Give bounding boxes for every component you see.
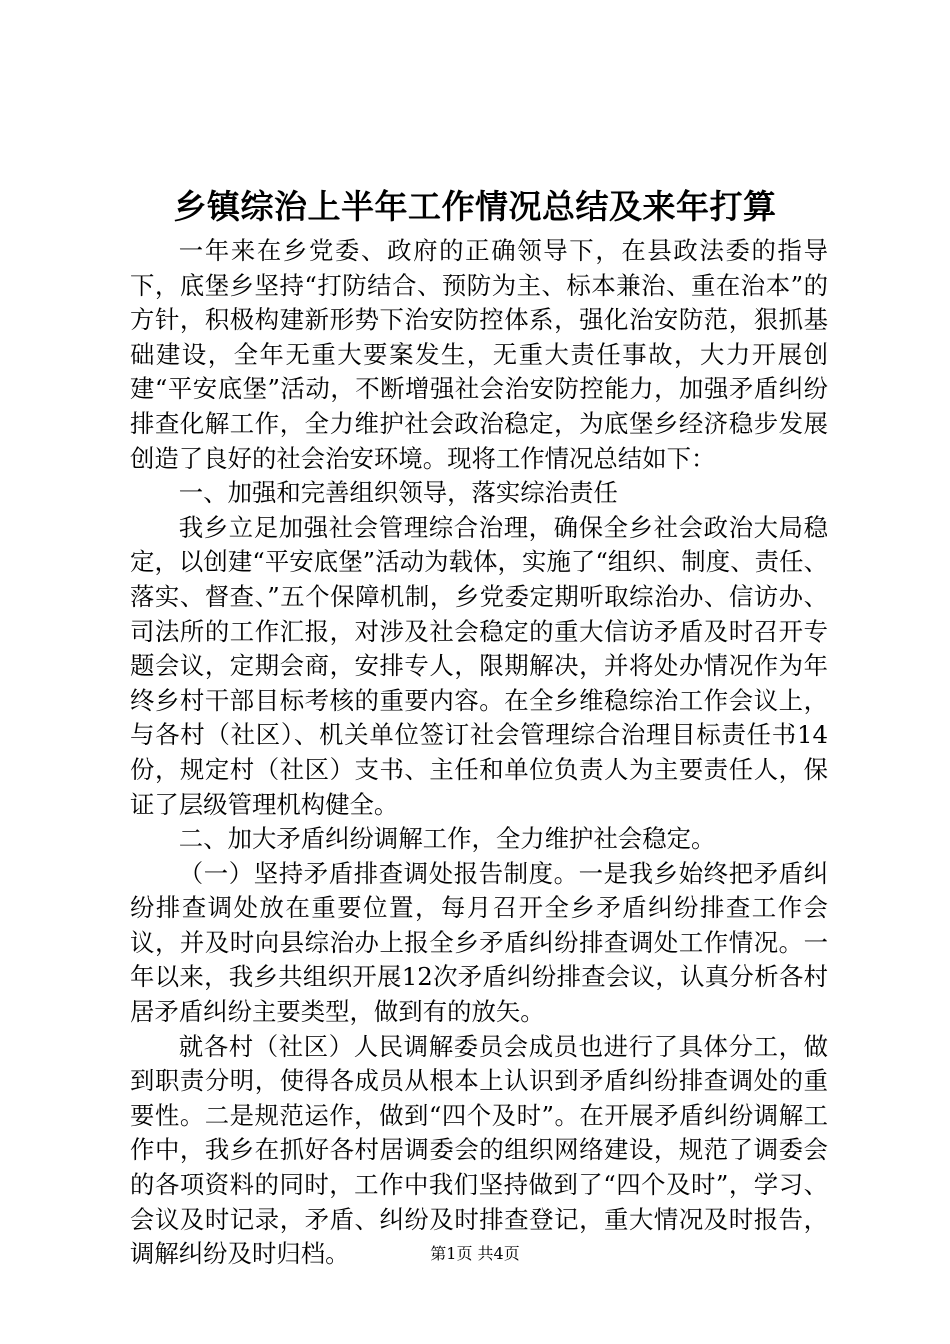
section-1-paragraph: 我乡立足加强社会管理综合治理，确保全乡社会政治大局稳定，以创建“平安底堡”活动为载体，实施了“组织、制度、责任、落实、督查、”五个保障机制，乡党委定期听取综治办、信访办、司法所的工作汇报，对涉及社会稳定的重大信访矛盾及时召开专题会议，定期会商，安排专人，限期解决，并将处办情况作为年终乡村干部目标考核的重要内容。在全乡维稳综治工作会议上，与各村（社区）、机关单位签订社会管理综合治理目标责任书14份，规定村（社区）支书、主任和单位负责人为主要责任人，保证了层级管理机构健全。 <box>130 512 828 819</box>
document-body <box>130 234 828 1272</box>
subsection-1-continued-paragraph: 就各村（社区）人民调解委员会成员也进行了具体分工，做到职责分明，使得各成员从根本上认识到矛盾纠纷排查调处的重要性。二是规范运作，做到“四个及时”。在开展矛盾纠纷调解工作中，我乡在抓好各村居调委会的组织网络建设，规范了调委会的各项资料的同时，工作中我们坚持做到了“四个及时”，学习、会议及时记录，矛盾、纠纷及时排查登记，重大情况及时报告，调解纠纷及时归档。 <box>130 1031 828 1269</box>
section-heading-1: 一、加强和完善组织领导，落实综治责任 <box>178 478 618 508</box>
document-title: 乡镇综治上半年工作情况总结及来年打算 <box>173 187 777 226</box>
intro-paragraph: 一年来在乡党委、政府的正确领导下，在县政法委的指导下，底堡乡坚持“打防结合、预防为主、标本兼治、重在治本”的方针，积极构建新形势下治安防控体系，强化治安防范，狠抓基础建设，全年无重大要案发生，无重大责任事故，大力开展创建“平安底堡”活动，不断增强社会治安防控能力，加强矛盾纠纷排查化解工作，全力维护社会政治稳定，为底堡乡经济稳步发展创造了良好的社会治安环境。现将工作情况总结如下： <box>130 236 828 473</box>
section-heading-2: 二、加大矛盾纠纷调解工作，全力维护社会稳定。 <box>178 824 716 854</box>
subsection-1-paragraph: （一）坚持矛盾排查调处报告制度。一是我乡始终把矛盾纠纷排查调处放在重要位置，每月召开全乡矛盾纠纷排查工作会议，并及时向县综治办上报全乡矛盾纠纷排查调处工作情况。一年以来，我乡共组织开展12次矛盾纠纷排查会议，认真分析各村居矛盾纠纷主要类型，做到有的放矢。 <box>130 858 828 1027</box>
page-number-footer: 第1页 共4页 <box>430 1244 520 1263</box>
